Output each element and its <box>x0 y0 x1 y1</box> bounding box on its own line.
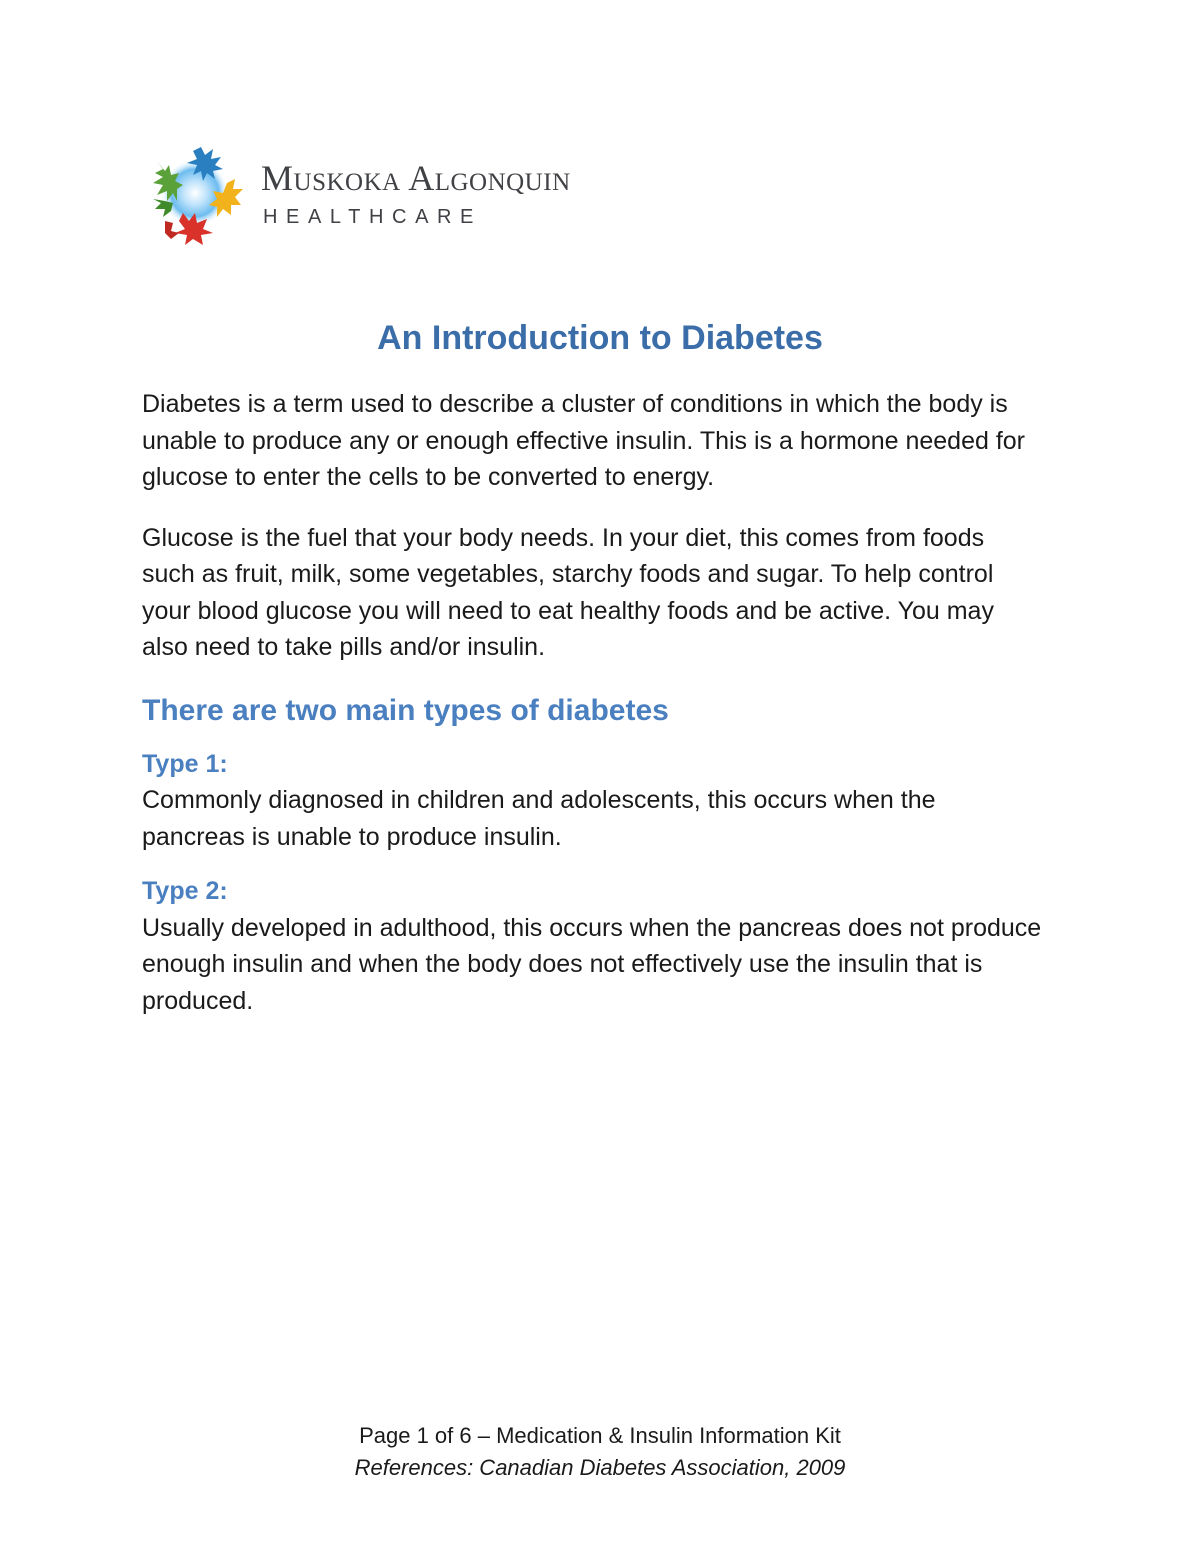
glucose-paragraph: Glucose is the fuel that your body needs. In your diet, this comes from foods such as fruit, milk, some vegetables, starchy foods and sugar. To help control your blood glucose you will need to eat healthy foods and be active. You may also need to take pills and/or insulin. <box>142 523 994 661</box>
type-1-heading: Type 1: <box>142 749 228 778</box>
footer-references: References: Canadian Diabetes Association, 2009 <box>354 1455 846 1480</box>
type-2-description: Usually developed in adulthood, this occurs when the pancreas does not produce enough insulin and when the body does not effectively use the insulin that is produced. <box>142 913 1042 1015</box>
logo-organization-name: Muskoka Algonquin <box>261 158 571 198</box>
logo-organization-subtitle: HEALTHCARE <box>263 206 482 228</box>
maple-leaf-logo-icon <box>143 143 247 247</box>
footer-page-info: Page 1 of 6 – Medication & Insulin Information Kit <box>359 1423 841 1448</box>
page-footer <box>0 1420 1200 1484</box>
type-1-description: Commonly diagnosed in children and adolescents, this occurs when the pancreas is unable to produce insulin. <box>142 786 936 851</box>
document-body <box>142 386 1042 1019</box>
intro-paragraph: Diabetes is a term used to describe a cluster of conditions in which the body is unable to produce any or enough effective insulin. This is a hormone needed for glucose to enter the cells to be converted to energy. <box>142 390 1025 491</box>
organization-logo <box>143 143 683 247</box>
section-heading: There are two main types of diabetes <box>142 693 669 727</box>
type-2-heading: Type 2: <box>142 877 228 905</box>
page-title: An Introduction to Diabetes <box>377 319 823 357</box>
